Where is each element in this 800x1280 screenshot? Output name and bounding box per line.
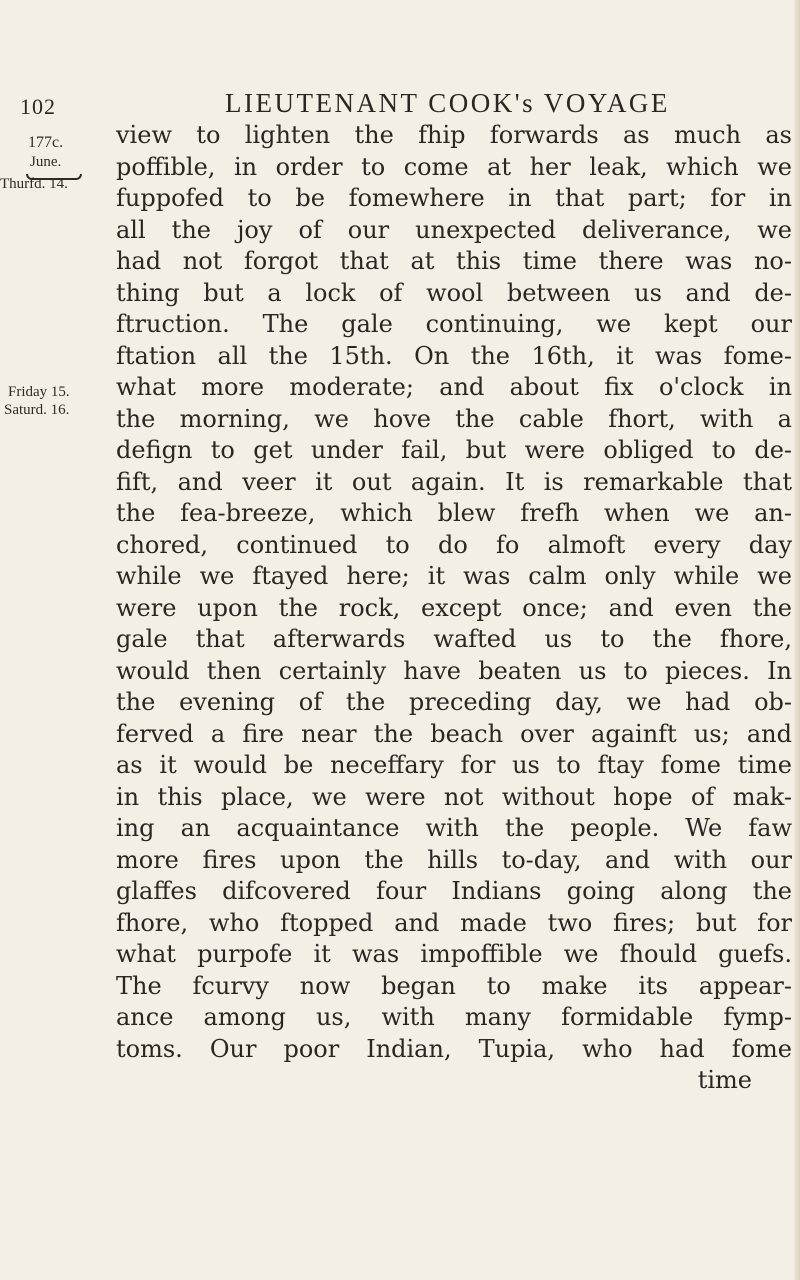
text-line: The fcurvy now began to make its appear- <box>116 971 792 1000</box>
text-line: had not forgot that at this time there was no- <box>116 247 792 275</box>
text-line: more fires upon the hills to-day, and with our <box>116 845 792 874</box>
text-line: all the joy of our unexpected deliverance, we <box>116 215 792 244</box>
text-line: thing but a lock of wool between us and de- <box>116 278 792 307</box>
margin-notes <box>0 134 82 434</box>
text-line: defign to get under fail, but were obliged to de- <box>116 436 792 464</box>
text-line: ftation all the 15th. On the 16th, it was fome- <box>116 341 792 370</box>
text-line: the morning, we hove the cable fhort, with a <box>116 404 792 433</box>
text-line: toms. Our poor Indian, Tupia, who had fome <box>116 1034 792 1063</box>
margin-note-saturday: Saturd. 16. <box>4 402 70 418</box>
text-line: ferved a fire near the beach over againft us; and <box>116 719 792 748</box>
margin-note-month: June. <box>30 154 62 170</box>
margin-note-thursday: Thurfd. 14. <box>0 176 68 192</box>
text-line: were upon the rock, except once; and even the <box>116 593 792 622</box>
text-line: fhore, who ftopped and made two fires; but for <box>116 908 792 937</box>
text-line: would then certainly have beaten us to pieces. In <box>116 656 792 685</box>
text-line: fift, and veer it out again. It is remarkable that <box>116 467 792 496</box>
margin-note-friday: Friday 15. <box>8 384 70 400</box>
text-line: the evening of the preceding day, we had ob- <box>116 688 792 716</box>
text-line: ing an acquaintance with the people. We faw <box>116 814 792 842</box>
catchword: time <box>697 1066 752 1094</box>
text-line: while we ftayed here; it was calm only while we <box>116 562 792 590</box>
text-line: gale that afterwards wafted us to the fhore, <box>116 625 792 653</box>
text-line: what more moderate; and about fix o'clock in <box>116 373 792 401</box>
body-text <box>116 120 796 1097</box>
text-line: ftruction. The gale continuing, we kept our <box>116 310 792 338</box>
running-head: LIEUTENANT COOK's VOYAGE <box>225 88 670 118</box>
margin-note-year: 177c. <box>28 134 64 151</box>
text-line: what purpofe it was impoffible we fhould guefs. <box>116 940 792 968</box>
text-line: view to lighten the fhip forwards as much as <box>116 121 792 149</box>
text-line: chored, continued to do fo almoft every day <box>116 530 792 559</box>
page-edge <box>794 0 800 1280</box>
text-line: ance among us, with many formidable fymp- <box>116 1003 792 1031</box>
text-line: glaffes difcovered four Indians going along the <box>116 877 792 905</box>
text-line: poffible, in order to come at her leak, which we <box>116 152 792 181</box>
text-line: fuppofed to be fomewhere in that part; for in <box>116 184 792 212</box>
text-line: the fea-breeze, which blew frefh when we an- <box>116 499 792 527</box>
page-number: 102 <box>20 94 56 119</box>
text-line: in this place, we were not without hope of mak- <box>116 782 792 811</box>
text-line: as it would be neceffary for us to ftay fome time <box>116 751 792 779</box>
